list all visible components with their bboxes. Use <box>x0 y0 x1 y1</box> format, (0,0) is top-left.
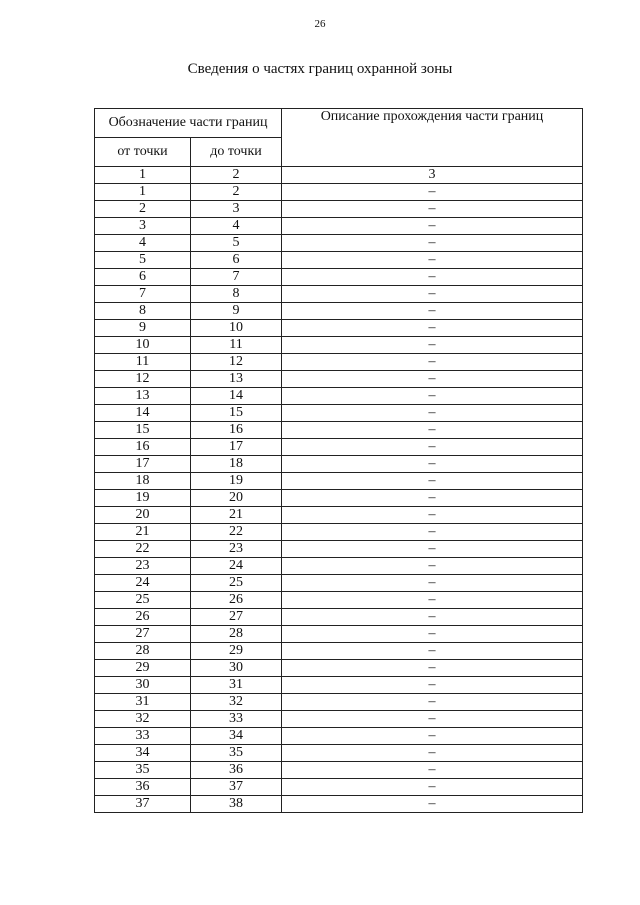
page-number: 26 <box>314 18 326 30</box>
from-point-cell: 26 <box>95 609 191 626</box>
from-point-cell: 33 <box>95 728 191 745</box>
table-row <box>95 779 583 796</box>
from-point-cell: 13 <box>95 388 191 405</box>
description-cell: – <box>282 575 583 592</box>
table-row <box>95 218 583 235</box>
table-row <box>95 626 583 643</box>
to-point-cell: 15 <box>191 405 282 422</box>
description-cell: – <box>282 558 583 575</box>
description-cell: – <box>282 354 583 371</box>
table-row <box>95 184 583 201</box>
to-point-cell: 25 <box>191 575 282 592</box>
table-row <box>95 745 583 762</box>
to-point-cell: 29 <box>191 643 282 660</box>
to-point-cell: 12 <box>191 354 282 371</box>
column-number: 3 <box>282 167 583 184</box>
description-cell: – <box>282 677 583 694</box>
description-cell: – <box>282 235 583 252</box>
to-point-cell: 26 <box>191 592 282 609</box>
to-point-cell: 18 <box>191 456 282 473</box>
from-point-cell: 24 <box>95 575 191 592</box>
to-point-cell: 36 <box>191 762 282 779</box>
description-cell: – <box>282 592 583 609</box>
table-row <box>95 252 583 269</box>
to-point-cell: 38 <box>191 796 282 813</box>
description-cell: – <box>282 218 583 235</box>
from-point-cell: 23 <box>95 558 191 575</box>
description-cell: – <box>282 541 583 558</box>
description-cell: – <box>282 201 583 218</box>
table-row <box>95 711 583 728</box>
to-point-cell: 4 <box>191 218 282 235</box>
document-title: Сведения о частях границ охранной зоны <box>187 61 453 77</box>
to-point-cell: 11 <box>191 337 282 354</box>
from-point-cell: 20 <box>95 507 191 524</box>
to-point-cell: 28 <box>191 626 282 643</box>
table-row <box>95 694 583 711</box>
description-cell: – <box>282 388 583 405</box>
from-point-cell: 12 <box>95 371 191 388</box>
to-point-cell: 8 <box>191 286 282 303</box>
from-point-cell: 28 <box>95 643 191 660</box>
to-point-cell: 9 <box>191 303 282 320</box>
table-row <box>95 796 583 813</box>
from-point-cell: 37 <box>95 796 191 813</box>
description-cell: – <box>282 456 583 473</box>
to-point-cell: 30 <box>191 660 282 677</box>
table-row <box>95 592 583 609</box>
column-number-row <box>95 167 583 184</box>
to-point-cell: 19 <box>191 473 282 490</box>
description-cell: – <box>282 286 583 303</box>
to-point-cell: 14 <box>191 388 282 405</box>
table-row <box>95 371 583 388</box>
from-point-cell: 30 <box>95 677 191 694</box>
table-row <box>95 473 583 490</box>
to-point-cell: 16 <box>191 422 282 439</box>
from-point-cell: 27 <box>95 626 191 643</box>
to-point-cell: 2 <box>191 184 282 201</box>
to-point-cell: 35 <box>191 745 282 762</box>
from-point-cell: 32 <box>95 711 191 728</box>
from-point-cell: 34 <box>95 745 191 762</box>
to-point-cell: 21 <box>191 507 282 524</box>
description-cell: – <box>282 728 583 745</box>
description-cell: – <box>282 473 583 490</box>
to-point-cell: 23 <box>191 541 282 558</box>
description-cell: – <box>282 337 583 354</box>
table-row <box>95 235 583 252</box>
column-number: 1 <box>95 167 191 184</box>
to-point-cell: 37 <box>191 779 282 796</box>
from-point-cell: 22 <box>95 541 191 558</box>
table-row <box>95 524 583 541</box>
table-row <box>95 575 583 592</box>
description-cell: – <box>282 252 583 269</box>
description-cell: – <box>282 320 583 337</box>
to-point-cell: 32 <box>191 694 282 711</box>
table-row <box>95 320 583 337</box>
header-from-point: от точки <box>95 138 191 167</box>
description-cell: – <box>282 269 583 286</box>
from-point-cell: 4 <box>95 235 191 252</box>
header-boundary-designation: Обозначение части границ <box>95 109 282 138</box>
from-point-cell: 6 <box>95 269 191 286</box>
header-to-point: до точки <box>191 138 282 167</box>
description-cell: – <box>282 524 583 541</box>
from-point-cell: 19 <box>95 490 191 507</box>
description-cell: – <box>282 609 583 626</box>
to-point-cell: 33 <box>191 711 282 728</box>
from-point-cell: 5 <box>95 252 191 269</box>
table-row <box>95 201 583 218</box>
from-point-cell: 9 <box>95 320 191 337</box>
to-point-cell: 13 <box>191 371 282 388</box>
from-point-cell: 35 <box>95 762 191 779</box>
table-row <box>95 456 583 473</box>
table-row <box>95 677 583 694</box>
description-cell: – <box>282 796 583 813</box>
table-row <box>95 541 583 558</box>
table-row <box>95 728 583 745</box>
table-row <box>95 303 583 320</box>
from-point-cell: 29 <box>95 660 191 677</box>
table-row <box>95 286 583 303</box>
to-point-cell: 31 <box>191 677 282 694</box>
description-cell: – <box>282 507 583 524</box>
description-cell: – <box>282 660 583 677</box>
table-row <box>95 405 583 422</box>
from-point-cell: 18 <box>95 473 191 490</box>
from-point-cell: 31 <box>95 694 191 711</box>
table-row <box>95 660 583 677</box>
table-body <box>95 184 583 813</box>
table-row <box>95 558 583 575</box>
description-cell: – <box>282 371 583 388</box>
table-row <box>95 422 583 439</box>
from-point-cell: 1 <box>95 184 191 201</box>
table-row <box>95 609 583 626</box>
description-cell: – <box>282 422 583 439</box>
to-point-cell: 3 <box>191 201 282 218</box>
description-cell: – <box>282 303 583 320</box>
to-point-cell: 6 <box>191 252 282 269</box>
from-point-cell: 2 <box>95 201 191 218</box>
description-cell: – <box>282 745 583 762</box>
from-point-cell: 16 <box>95 439 191 456</box>
from-point-cell: 25 <box>95 592 191 609</box>
from-point-cell: 3 <box>95 218 191 235</box>
from-point-cell: 15 <box>95 422 191 439</box>
table-row <box>95 439 583 456</box>
table-row <box>95 388 583 405</box>
from-point-cell: 7 <box>95 286 191 303</box>
description-cell: – <box>282 762 583 779</box>
description-cell: – <box>282 184 583 201</box>
table-row <box>95 643 583 660</box>
to-point-cell: 22 <box>191 524 282 541</box>
to-point-cell: 27 <box>191 609 282 626</box>
description-cell: – <box>282 405 583 422</box>
description-cell: – <box>282 626 583 643</box>
from-point-cell: 8 <box>95 303 191 320</box>
from-point-cell: 11 <box>95 354 191 371</box>
table-row <box>95 354 583 371</box>
table-row <box>95 269 583 286</box>
to-point-cell: 20 <box>191 490 282 507</box>
from-point-cell: 21 <box>95 524 191 541</box>
to-point-cell: 5 <box>191 235 282 252</box>
description-cell: – <box>282 711 583 728</box>
from-point-cell: 14 <box>95 405 191 422</box>
description-cell: – <box>282 490 583 507</box>
description-cell: – <box>282 643 583 660</box>
header-description: Описание прохождения части границ <box>282 109 583 167</box>
description-cell: – <box>282 779 583 796</box>
description-cell: – <box>282 439 583 456</box>
to-point-cell: 10 <box>191 320 282 337</box>
to-point-cell: 24 <box>191 558 282 575</box>
table-row <box>95 762 583 779</box>
from-point-cell: 17 <box>95 456 191 473</box>
table-row <box>95 507 583 524</box>
from-point-cell: 10 <box>95 337 191 354</box>
description-cell: – <box>282 694 583 711</box>
column-number: 2 <box>191 167 282 184</box>
table-row <box>95 490 583 507</box>
to-point-cell: 34 <box>191 728 282 745</box>
boundary-parts-table <box>94 108 583 813</box>
table-row <box>95 337 583 354</box>
from-point-cell: 36 <box>95 779 191 796</box>
to-point-cell: 17 <box>191 439 282 456</box>
to-point-cell: 7 <box>191 269 282 286</box>
